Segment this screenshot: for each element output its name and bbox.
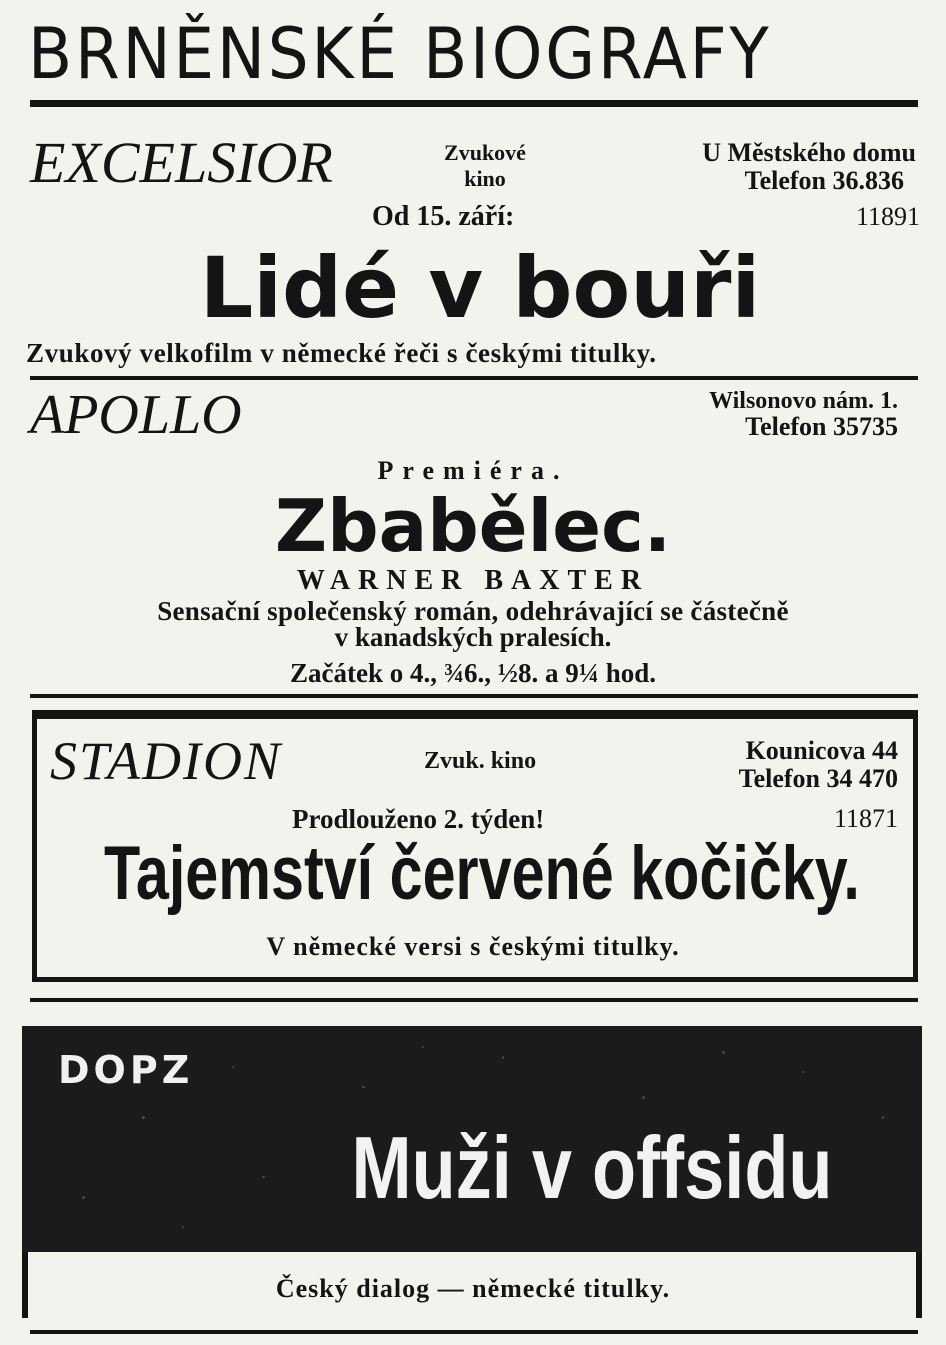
stadion-film-title: Tajemství červené kočičky. [104,831,860,916]
excelsior-date: Od 15. září: [372,201,515,232]
apollo-premiere: Premiéra. [377,456,569,485]
apollo-phone: Telefon 35735 [745,412,898,441]
apollo-times: Začátek o 4., ¾6., ½8. a 9¼ hod. [289,658,657,688]
apollo-address: Wilsonovo nám. 1. [709,388,898,414]
masthead-rule [30,100,918,107]
excelsior-ad-number: 11891 [855,202,920,231]
stadion-bottom-rule [30,998,918,1002]
excelsior-rule [30,376,918,380]
apollo-star: WARNER BAXTER [296,565,650,596]
excelsior-address: U Městského domu [702,138,916,167]
apollo-rule [30,694,918,698]
dopz-description: Český dialog — německé titulky. [275,1274,671,1303]
excelsior-phone: Telefon 36.836 [744,166,904,195]
stadion-top-rule [32,710,918,719]
excelsior-description: Zvukový velkofilm v německé řeči s českými titulky. [26,338,657,368]
dopz-film-title: Muži v offsidu [351,1118,833,1217]
bottom-rule [30,1330,918,1334]
stadion-address: Kounicova 44 [745,736,898,765]
stadion-phone: Telefon 34 470 [738,764,898,793]
stadion-ad-number: 11871 [833,804,898,833]
apollo-name: APOLLO [30,384,242,446]
dopz-name: DOPZ [58,1048,194,1092]
apollo-film-title: Zbabělec. [274,484,672,568]
excelsior-type-line2: kino [464,166,506,191]
stadion-description: V německé versi s českými titulky. [266,932,680,961]
stadion-name: STADION [50,731,283,791]
apollo-description-line1: Sensační společenský román, odehrávající se částečně [157,596,789,626]
apollo-description-line2: v kanadských pralesích. [334,622,612,652]
excelsior-name: EXCELSIOR [30,130,333,195]
stadion-extended: Prodlouženo 2. týden! [292,804,545,834]
excelsior-film-title: Lidé v bouři [199,239,761,337]
dopz-dark-panel [22,1026,922,1252]
stadion-type: Zvuk. kino [424,748,537,774]
masthead-title: BRNĚNSKÉ BIOGRAFY [28,13,772,95]
excelsior-type-line1: Zvukové [444,140,526,165]
